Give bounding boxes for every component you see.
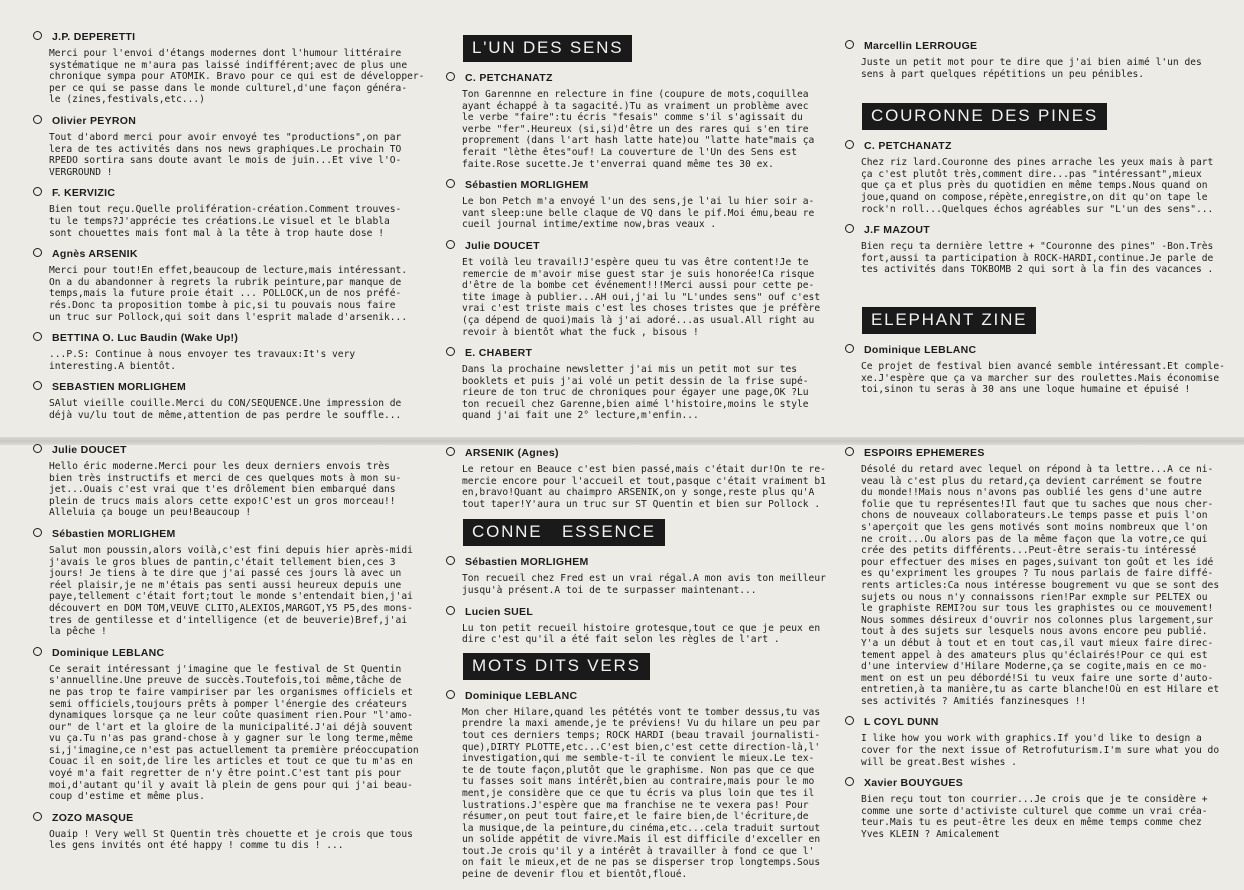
bullet-icon	[33, 444, 42, 453]
letter-entry	[845, 447, 1235, 707]
bullet-icon	[845, 447, 854, 456]
letter-entry	[845, 40, 1235, 80]
correspondent-name-text: L COYL DUNN	[864, 716, 939, 729]
letter-entry	[446, 72, 826, 170]
letter-text: Tout d'abord merci pour avoir envoyé tes "productions",on par lera de tes activités dans nos news graphiques.Le prochain TO RPEDO sortira sans doute avant le mois de juin...Et vive l'O- VERGROUND !	[49, 131, 402, 178]
bullet-icon	[446, 447, 455, 456]
correspondent-name	[33, 812, 423, 824]
letter-text: Ouaip ! Very well St Quentin très chouette et je crois que tous les gens invités ont été happy ! comme tu dis ! ...	[49, 828, 413, 852]
column-top-right	[845, 40, 1235, 405]
heading-couronne-des-pines: COURONNE DES PINES	[862, 103, 1107, 130]
correspondent-name	[446, 179, 826, 191]
correspondent-name	[33, 248, 423, 260]
letter-entry	[33, 332, 423, 372]
bullet-icon	[33, 812, 42, 821]
correspondent-name-text: Marcellin LERROUGE	[864, 40, 978, 52]
bullet-icon	[446, 179, 455, 188]
letter-entry	[33, 115, 423, 178]
correspondent-name	[845, 40, 1235, 52]
correspondent-name	[446, 606, 826, 618]
letter-text: Bien tout reçu.Quelle prolifération-création.Comment trouves- tu le temps?J'apprécie tes créations.Le visuel et le blabla sont chouettes mais font mal à la tête à trop haute dose !	[49, 204, 402, 239]
correspondent-name-text: J.F MAZOUT	[864, 224, 930, 237]
correspondent-name	[446, 690, 826, 702]
bullet-icon	[845, 140, 854, 149]
letter-text: I like how you work with graphics.If you'd like to design a cover for the next issue of Retrofuturism.I'm sure what you do will be great.Best wishes .	[861, 733, 1220, 768]
correspondent-name	[446, 347, 826, 359]
letter-entry	[446, 690, 826, 881]
correspondent-name-text: Julie DOUCET	[465, 239, 540, 252]
letter-entry	[446, 606, 826, 646]
bullet-icon	[845, 716, 854, 725]
correspondent-name	[845, 344, 1235, 356]
heading-un-des-sens: L'UN DES SENS	[463, 35, 632, 62]
letter-entry	[845, 224, 1235, 276]
correspondent-name-text: Julie DOUCET	[52, 444, 127, 456]
bullet-icon	[33, 647, 42, 656]
correspondent-name	[446, 240, 826, 252]
column-top-middle	[446, 35, 826, 431]
correspondent-name	[33, 528, 423, 540]
letter-text: Hello éric moderne.Merci pour les deux derniers envois très bien très instructifs et merci de ces quelques mots à mon su- jet...Ouais c'est vrai que t'es drôlement bien embarqué dans plein de trucs mais alors cette expo!C'est un gros morceau!! Alleluia ça bouge un peu!Beaucoup !	[49, 461, 402, 519]
letter-text: Salut mon poussin,alors voilà,c'est fini depuis hier après-midi j'avais le gros blues de pantin,c'était tellement bien,ces 3 jours! Je tiens à te dire que j'ai passé ces jours là avec un réel plaisir,je ne m'étais pas senti aussi heureux depuis une paye,tellement c'était fort;tout le monde s'entendait bien,j'ai découvert en DOM TOM,VEUVE CLITO,ALEXIOS,MARGOT,Y5 P5,des mons- tres de gentilesse et d'intelligence (et de beuverie)Bref,j'ai la pêche !	[49, 544, 413, 638]
column-bottom-right	[845, 447, 1235, 850]
correspondent-name-text: BETTINA O. Luc Baudin (Wake Up!)	[52, 332, 239, 345]
letter-text: Merci pour l'envoi d'étangs modernes dont l'humour littéraire systématique ne m'aura pas laissé indifférent;avec de plus une chronique sympa pour ATOMIK. Bravo pour ce qui est de développer- per ce qui se passe dans le monde culturel,d'une façon généra- le (zines,festivals,etc...)	[49, 48, 425, 106]
letter-text: Le retour en Beauce c'est bien passé,mais c'était dur!On te re- mercie encore pour l'accueil et tout,pasque c'était vraiment b1 en,bravo!Quant au chaimpro ARSENIK,on y songe,reste plus qu'A tout taper!Y'aura un truc sur ST Quentin et bien sur Pollock .	[462, 464, 826, 510]
letter-text: Dans la prochaine newsletter j'ai mis un petit mot sur tes booklets et puis j'ai volé un petit dessin de la frise supé- rieure de ton truc de chroniques pour égayer une page,OK ?Lu ton recueil chez Garenne,bien aimé l'histoire,moins le style quand j'ai fait une 2° lecture,m'enfin...	[462, 364, 809, 422]
letter-text: Mon cher Hilare,quand les pététés vont te tomber dessus,tu vas prendre la maxi amende,je te préviens! Vu du hilare un peu par tout ces derniers temps; ROCK HARDI (beau travail journalisti- que),DIRTY PLOTTE,etc...C'est bien,c'est cette direction-là,l' investigation,qui me semble-t-il te convient le mieux.Le tex- te de toute façon,plutôt que le graphisme. Non pas que ce que tu fasses soit mans intérêt,bien au contraire,mais pour le mo ment,je considère que ce que tu écris va plus loin que tes il lustrations.J'espère que ma franchise ne te vexera pas! Pour résumer,on peut tout faire,et le faire bien,de l'écriture,de la musique,de la peinture,du cinéma,etc...cela traduit surtout un solide appétit de vivre.Mais il est difficile d'exceller en tout.Je crois qu'il y a intérêt à travailler à fond ce que l' on fait le mieux,et de ne pas se disperser trop longtemps.Sous peine de devenir flou et bientôt,floué.	[462, 706, 821, 881]
bullet-icon	[446, 606, 455, 615]
heading-mots-dits-vers: MOTS DITS VERS	[463, 653, 650, 680]
column-bottom-left	[33, 444, 423, 861]
bullet-icon	[845, 777, 854, 786]
correspondent-name	[845, 447, 1235, 459]
letter-entry	[845, 344, 1235, 396]
letter-entry	[33, 528, 423, 638]
correspondent-name	[845, 224, 1235, 236]
correspondent-name-text: Sébastien MORLIGHEM	[465, 556, 589, 569]
correspondent-name-text: Agnès ARSENIK	[52, 248, 138, 261]
correspondent-name-text: J.P. DEPERETTI	[52, 31, 136, 43]
correspondent-name-text: Sébastien MORLIGHEM	[52, 527, 176, 540]
letter-entry	[446, 556, 826, 596]
bullet-icon	[33, 115, 42, 124]
correspondent-name-text: ARSENIK (Agnes)	[465, 447, 559, 459]
letter-text: SAlut vieille couille.Merci du CON/SEQUENCE.Une impression de déjà vu/lu tout de même,attention de pas perdre le souffle...	[49, 398, 402, 421]
heading-conne-essence: CONNE ESSENCE	[463, 519, 665, 546]
correspondent-name-text: ESPOIRS EPHEMERES	[864, 447, 985, 459]
letter-entry	[33, 444, 423, 519]
letter-entry	[446, 447, 826, 510]
letter-entry	[33, 812, 423, 852]
correspondent-name-text: Dominique LEBLANC	[465, 689, 578, 702]
correspondent-name-text: Xavier BOUYGUES	[864, 777, 964, 790]
correspondent-name-text: E. CHABERT	[465, 347, 533, 360]
letter-entry	[33, 248, 423, 323]
correspondent-name	[33, 647, 423, 659]
bullet-icon	[446, 347, 455, 356]
letter-entry	[446, 179, 826, 231]
correspondent-name-text: Dominique LEBLANC	[52, 646, 165, 659]
letter-entry	[33, 647, 423, 803]
correspondent-name-text: F. KERVIZIC	[52, 187, 116, 200]
letter-text: Chez riz lard.Couronne des pines arrache les yeux mais à part ça c'est plutôt très,comment dire...pas "intéressant",mieux que ça et plus près du quotidien en même temps.Nous quand on joue,quand on compose,répète,enregistre,on dit qu'on tape le rock'n roll...Quelques échos agréables sur "L'un des sens"...	[861, 157, 1214, 215]
correspondent-name-text: C. PETCHANATZ	[465, 72, 553, 84]
column-top-left	[33, 31, 423, 430]
correspondent-name	[845, 716, 1235, 728]
correspondent-name	[845, 777, 1235, 789]
correspondent-name	[33, 115, 423, 127]
bullet-icon	[33, 381, 42, 390]
letter-text: Désolé du retard avec lequel on répond à ta lettre...A ce ni- veau là c'est plus du retard,ça devient carrément se foutre du monde!!Mais nous n'avons pas oublié les gens d'une autre folie que tu représentes!Il faut que tu saches que nous cher- chons de nouveaux collaborateurs.Le temps passe et puis l'on s'aperçoit que les gens motivés sont moins nombreux que l'on ne croit...Ou alors pas de la même façon que la votre,ce qui crée des petits différents...Peut-être serais-tu intéressé pour effectuer des mises en pages,suivant ton goût et les idé es qu'expriment les groupes ? Tu nous parlais de faire diffé- rents articles:Ca nous intéresse bougrement vu que se sont des sujets ou nous n'y connaissons rien!Par exmple sur PELTEX ou le graphiste REMI?ou sur tous les graphistes ou ce mouvement! Nous sommes désireux d'ouvrir nos colonnes plus largement,sur tout à des sujets sur lesquels nous avons encore peu publié. Y'a un début à tout et en tout cas,il vaut mieux faire direc- tement appel à des amateurs plus qu'éclairés!Pour ce qui est d'une interview d'Hilare Moderne,ça se cogite,mais en ce mo- ment on est un peu débordé!Si tu veux faire une sorte d'auto- entretien,à ta manière,tu as carte blanche!Où en est Hilare et ses activités ? Amitiés fanzinesques !!	[861, 464, 1220, 707]
bullet-icon	[33, 31, 42, 40]
correspondent-name	[33, 31, 423, 43]
bullet-icon	[446, 556, 455, 565]
column-bottom-middle	[446, 447, 826, 890]
letter-entry	[845, 777, 1235, 840]
correspondent-name-text: Olivier PEYRON	[52, 114, 137, 127]
letter-text: Ce serait intéressant j'imagine que le festival de St Quentin s'annuelline.Une preuve de succès.Toutefois,toi même,tâche de ne pas trop te faire vampiriser par les organismes officiels et semi officiels,toujours prêts à pomper l'énergie des créateurs dynamiques lorsque ça ne leur coûte quasiment rien.Pour "l'amo- our" de l'art et la gloire de la municipalité.J'ai déjà souvent vu ça.Tu n'as pas grand-chose à y gagner sur le long terme,même si,j'imagine,ce n'est pas actuellement ta première préoccupation Couac il en soit,de lire les articles et tout ce que tu m'as en voyé m'a fait regretter de n'y être point.C'est tant pis pour moi,d'autant qu'il y avait là plein de gens pour qui j'ai beau- coup d'estime et même plus.	[49, 663, 419, 803]
bullet-icon	[845, 224, 854, 233]
correspondent-name	[845, 140, 1235, 152]
letter-entry	[446, 347, 826, 422]
heading-elephant-zine: ELEPHANT ZINE	[862, 307, 1036, 334]
correspondent-name	[33, 187, 423, 199]
letter-text: Ton recueil chez Fred est un vrai régal.A mon avis ton meilleur jusqu'à présent.A toi de te surpasser maintenant...	[462, 573, 826, 596]
letter-text: Bien reçu ta dernière lettre + "Couronne des pines" -Bon.Très fort,aussi ta participation à ROCK-HARDI,continue.Je parle de tes activités dans TOKBOMB 2 qui sort à la fin des vacances .	[861, 241, 1214, 276]
letter-entry	[845, 716, 1235, 768]
correspondent-name	[33, 381, 423, 393]
correspondent-name-text: Sébastien MORLIGHEM	[465, 179, 589, 192]
correspondent-name	[446, 72, 826, 84]
letter-text: Et voilà leu travail!J'espère queu tu vas être content!Je te remercie de m'avoir mise guest star je suis honorée!Ca risque d'être de la bombe cet événement!!!Merci aussi pour cette pe- tite image à publier...AH oui,j'ai lu "L'undes sens" ouf c'est vrai c'est triste mais c'est les choses tristes que je préfère (ça dépend de quoi)mais là j'ai adoré...as usual.All right au revoir à bientôt what the fuck , bisous !	[462, 256, 821, 338]
bullet-icon	[33, 187, 42, 196]
letter-text: Lu ton petit recueil histoire grotesque,tout ce que je peux en dire c'est qu'il a été fait selon les règles de l'art .	[462, 622, 821, 646]
bullet-icon	[33, 332, 42, 341]
letter-text: Le bon Petch m'a envoyé l'un des sens,je l'ai lu hier soir a- vant sleep:une belle claque de VQ dans le pif.Moi ému,beau re cueil journal intime/extime now,bras veaux .	[462, 196, 815, 231]
correspondent-name-text: C. PETCHANATZ	[864, 140, 952, 153]
correspondent-name-text: Lucien SUEL	[465, 605, 534, 618]
bullet-icon	[446, 690, 455, 699]
letter-text: Juste un petit mot pour te dire que j'ai bien aimé l'un des sens à part quelques répétitions un peu pénibles.	[861, 57, 1202, 80]
letter-text: Ton Garennne en relecture in fine (coupure de mots,coquillea ayant échappé à ta sagacité.)Tu as vraiment un problème avec le verbe "faire":tu écris "fesais" comme s'il s'agissait du verbe "fer".Heureux (si,si)d'être un des rares qui s'en tire proprement (dans l'art hash latte hate)ou "latte hate"mais ça ferait "lèthe êtes"ouf! La couverture de l'Un des Sens est faite.Rose sucette.Je t'enverrai quand même tes 30 ex.	[462, 89, 815, 170]
correspondent-name	[446, 447, 826, 459]
bullet-icon	[33, 248, 42, 257]
bullet-icon	[446, 72, 455, 81]
correspondent-name-text: SEBASTIEN MORLIGHEM	[52, 381, 187, 394]
correspondent-name	[33, 444, 423, 456]
letter-text: Ce projet de festival bien avancé semble intéressant.Et comple- xe.J'espère que ça va marcher sur des roulettes.Mais économise toi,sinon tu seras à 30 ans une loque humaine et épuisé !	[861, 360, 1225, 396]
letter-entry	[845, 140, 1235, 215]
correspondent-name-text: Dominique LEBLANC	[864, 343, 977, 356]
bullet-icon	[33, 528, 42, 537]
letter-text: Merci pour tout!En effet,beaucoup de lecture,mais intéressant. On a du abandonner à regrets la rubrik peinture,par manque de temps,mais la future proie était ... POLLOCK,un de nos préfé- rés.Donc ta proposition tombe à pic,si tu pouvais nous faire un truc sur Pollock,qui soit dans l'esprit malade d'arsenik...	[49, 265, 408, 323]
letter-entry	[446, 240, 826, 338]
letter-text: Bien reçu tout ton courrier...Je crois que je te considère + comme une sorte d'activiste culturel que comme un vrai créa- teur.Mais tu es peut-être les deux en même temps comme chez Yves KLEIN ? Amicalement	[861, 794, 1208, 841]
bullet-icon	[845, 344, 854, 353]
letter-entry	[33, 187, 423, 239]
bullet-icon	[446, 240, 455, 249]
correspondent-name	[446, 556, 826, 568]
bullet-icon	[845, 40, 854, 49]
letter-text: ...P.S: Continue à nous envoyer tes travaux:It's very interesting.A bientôt.	[49, 349, 356, 372]
letter-entry	[33, 381, 423, 421]
letter-entry	[33, 31, 423, 106]
correspondent-name-text: ZOZO MASQUE	[52, 811, 134, 824]
correspondent-name	[33, 332, 423, 344]
